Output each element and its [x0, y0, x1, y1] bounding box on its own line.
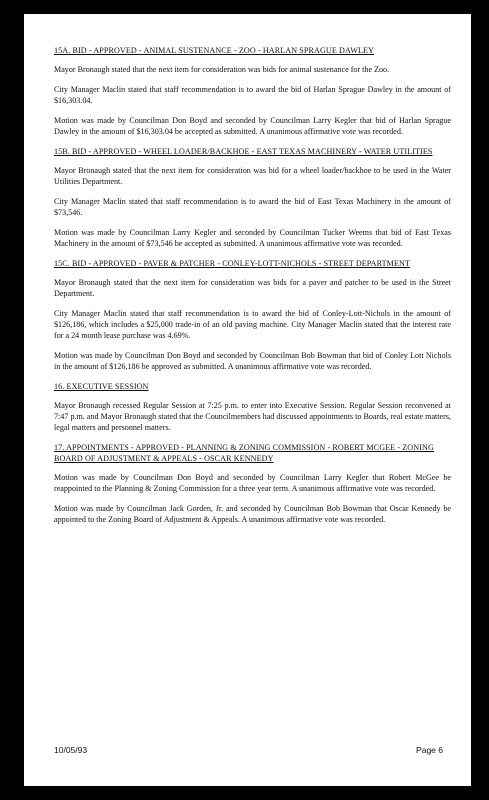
section-15c: [54, 258, 451, 372]
section-15b: [54, 146, 451, 249]
paragraph: City Manager Maclin stated that staff recommendation is to award the bid of Conley-Lott-Nichols in the amount of $126,186, which includes a $25,000 trade-in of an old paving machine. City Manager Maclin stated that the interest rate for a 24 month lease purchase was 4.69%.: [54, 309, 451, 340]
page-footer: [54, 745, 443, 756]
paragraph: Motion was made by Councilman Don Boyd and seconded by Councilman Larry Kegler that Robert McGee be reappointed to the Planning & Zoning Commission for a three year term. A unanimous affirmative vote was recorded.: [54, 473, 451, 493]
footer-page-number: Page 6: [416, 745, 443, 755]
paragraph: City Manager Maclin stated that staff recommendation is to award the bid of Harlan Sprague Dawley in the amount of $16,303.04.: [54, 85, 451, 105]
section-15a: [54, 45, 451, 137]
paragraph: Motion was made by Councilman Don Boyd and seconded by Councilman Larry Kegler that bid of Harlan Sprague Dawley in the amount of $16,303.04 be accepted as submitted. A unanimous affirmative vote was recorded.: [54, 116, 451, 136]
paragraph: City Manager Maclin stated that staff recommendation is to award the bid of East Texas Machinery in the amount of $73,546.: [54, 197, 451, 217]
footer-date: 10/05/93: [54, 745, 88, 755]
section-16: [54, 381, 451, 433]
paragraph: Motion was made by Councilman Jack Gorden, Jr. and seconded by Councilman Bob Bowman that Oscar Kennedy be appointed to the Zoning Board of Adjustment & Appeals. A unanimous affirmative vote was recorded.: [54, 504, 451, 524]
paragraph: Mayor Bronaugh recessed Regular Session at 7:25 p.m. to enter into Executive Session. Regular Session reconvened at 7:47 p.m. and Mayor Bronaugh stated that the Councilmembers had discussed appointments to Boards, real estate matters, legal matters and personnel matters.: [54, 401, 451, 432]
section-heading: 17. APPOINTMENTS - APPROVED - PLANNING & ZONING COMMISSION - ROBERT MCGEE - ZONING BOARD OF ADJUSTMENT & APPEALS - OSCAR KENNEDY: [54, 443, 434, 463]
paragraph: Motion was made by Councilman Larry Kegler and seconded by Councilman Tucker Weems that bid of East Texas Machinery in the amount of $73,546 be accepted as submitted. A unanimous affirmative vote was recorded.: [54, 228, 451, 248]
section-heading: 15C. BID - APPROVED - PAVER & PATCHER - CONLEY-LOTT-NICHOLS - STREET DEPARTMENT: [54, 259, 411, 268]
section-heading: 15A. BID - APPROVED - ANIMAL SUSTENANCE - ZOO - HARLAN SPRAGUE DAWLEY: [54, 46, 375, 55]
paragraph: Motion was made by Councilman Don Boyd and seconded by Councilman Bob Bowman that bid of Conley Lott Nichols in the amount of $126,186 be approved as submitted. A unanimous affirmative vote was recorded.: [54, 351, 451, 371]
document-page: [24, 14, 471, 786]
section-heading: 15B. BID - APPROVED - WHEEL LOADER/BACKHOE - EAST TEXAS MACHINERY - WATER UTILITIES: [54, 147, 433, 156]
section-17: [54, 442, 451, 525]
paragraph: Mayor Bronaugh stated that the next item for consideration was bids for animal sustenance for the Zoo.: [54, 65, 390, 74]
section-heading: 16. EXECUTIVE SESSION: [54, 382, 149, 391]
paragraph: Mayor Bronaugh stated that the next item for consideration was bids for a paver and patcher to be used in the Street Department.: [54, 278, 451, 298]
paragraph: Mayor Bronaugh stated that the next item for consideration was bid for a wheel loader/backhoe to be used in the Water Utilities Department.: [54, 166, 451, 186]
